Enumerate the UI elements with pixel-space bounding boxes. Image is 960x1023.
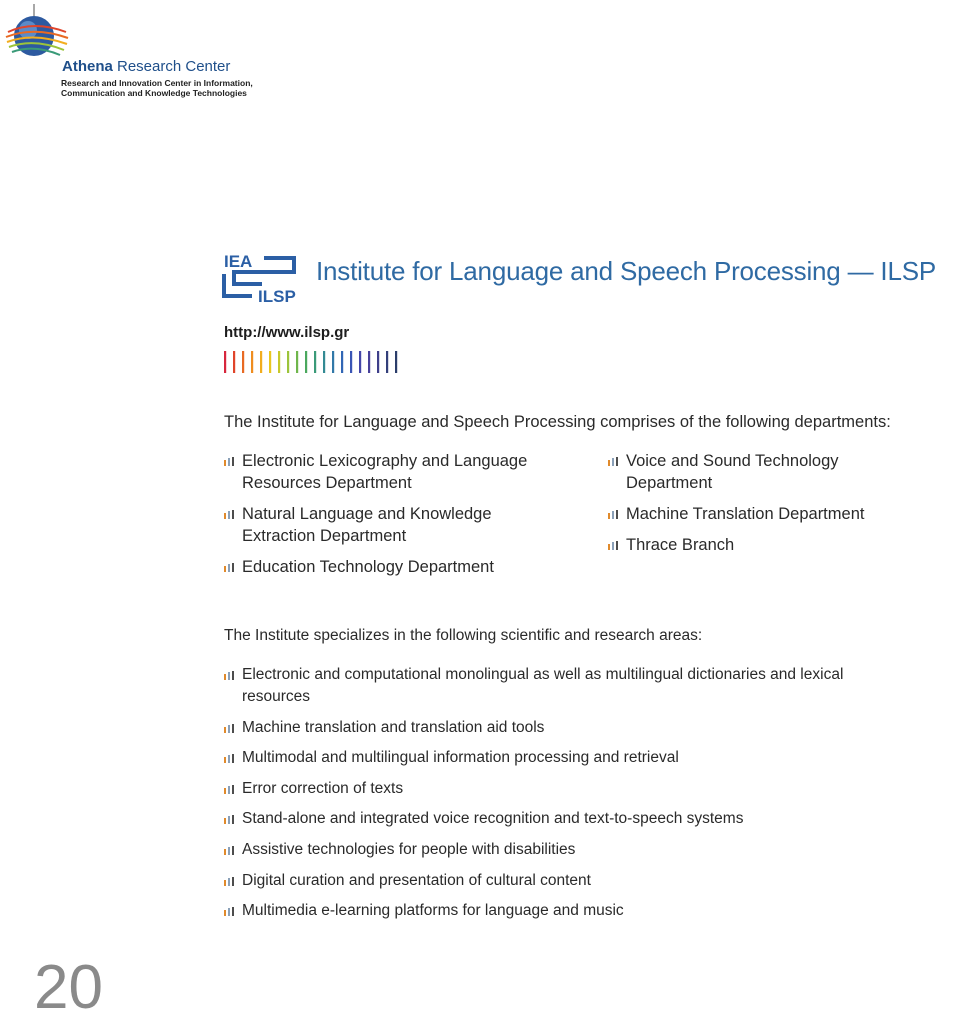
department-item: [608, 503, 948, 525]
research-area-item-text: Machine translation and translation aid tools: [242, 718, 545, 736]
bullet-bars-icon: [224, 754, 236, 763]
color-bar: [332, 351, 334, 373]
color-bar: [296, 351, 298, 373]
department-item: [224, 503, 584, 547]
color-bar: [224, 351, 226, 373]
department-item-text-cont: Extraction Department: [242, 527, 407, 545]
bullet-bars-icon: [224, 724, 236, 733]
research-area-item-text: Assistive technologies for people with disabilities: [242, 840, 576, 858]
bullet-bars-icon: [224, 907, 236, 916]
research-area-item: [224, 839, 960, 861]
color-bar: [278, 351, 280, 373]
department-item-text: Education Technology Department: [242, 558, 494, 576]
research-area-item-text: Stand-alone and integrated voice recognition and text-to-speech systems: [242, 810, 744, 828]
svg-text:IEA: IEA: [224, 252, 253, 271]
departments-intro: The Institute for Language and Speech Processing comprises of the following departments:: [224, 413, 891, 431]
research-area-item: [224, 717, 960, 739]
research-area-item: [224, 778, 960, 800]
research-area-item: [224, 808, 960, 830]
athena-research-center-title: Athena Research Center: [62, 58, 231, 75]
color-bar: [233, 351, 235, 373]
department-item: [608, 450, 948, 494]
bullet-bars-icon: [608, 457, 620, 466]
department-item-text: Electronic Lexicography and Language: [242, 452, 528, 470]
research-area-item-text: Error correction of texts: [242, 779, 404, 797]
athena-subtitle: Research and Innovation Center in Information, Communication and Knowledge Technologies: [61, 78, 253, 98]
research-area-item: [224, 664, 960, 708]
department-item: [224, 450, 584, 494]
ilsp-website-link[interactable]: http://www.ilsp.gr: [224, 324, 350, 341]
bullet-bars-icon: [224, 785, 236, 794]
department-item-text-cont: Department: [626, 474, 713, 492]
bullet-bars-icon: [224, 563, 236, 572]
color-bar: [251, 351, 253, 373]
research-area-item: [224, 747, 960, 769]
bullet-bars-icon: [224, 671, 236, 680]
color-bar: [269, 351, 271, 373]
color-bar: [305, 351, 307, 373]
bullet-bars-icon: [224, 510, 236, 519]
color-bar: [368, 351, 370, 373]
color-bar: [359, 351, 361, 373]
color-bar: [242, 351, 244, 373]
color-bar: [287, 351, 289, 373]
page-number: 20: [34, 953, 103, 1022]
bullet-bars-icon: [224, 457, 236, 466]
color-bar: [395, 351, 397, 373]
svg-text:ILSP: ILSP: [258, 287, 296, 306]
research-area-item-text: Multimedia e-learning platforms for language and music: [242, 902, 624, 920]
bullet-bars-icon: [224, 877, 236, 886]
department-item-text-cont: Resources Department: [242, 474, 412, 492]
color-bar: [377, 351, 379, 373]
department-item-text: Thrace Branch: [626, 536, 735, 554]
bullet-bars-icon: [608, 510, 620, 519]
research-area-item-text: Multimodal and multilingual information processing and retrieval: [242, 749, 679, 767]
color-bar: [314, 351, 316, 373]
bullet-bars-icon: [224, 846, 236, 855]
department-item-text: Voice and Sound Technology: [626, 452, 839, 470]
color-bar: [350, 351, 352, 373]
research-areas-list: [224, 664, 960, 931]
color-bar: [323, 351, 325, 373]
color-bars-decoration: [224, 351, 404, 373]
color-bar: [386, 351, 388, 373]
color-bar: [341, 351, 343, 373]
departments-list-right: [608, 450, 948, 565]
bullet-bars-icon: [608, 541, 620, 550]
research-area-item: [224, 870, 960, 892]
research-area-item-text-cont: resources: [242, 688, 311, 705]
bullet-bars-icon: [224, 815, 236, 824]
department-item-text: Natural Language and Knowledge: [242, 505, 492, 523]
ilsp-title: Institute for Language and Speech Processing — ILSP: [316, 256, 936, 286]
athena-globe-logo: [4, 2, 72, 62]
departments-list-left: [224, 450, 584, 587]
ilsp-logo: [222, 250, 298, 306]
research-area-item-text: Electronic and computational monolingual as well as multilingual dictionaries and lexical: [242, 666, 844, 683]
research-areas-intro: The Institute specializes in the following scientific and research areas:: [224, 627, 703, 644]
department-item-text: Machine Translation Department: [626, 505, 865, 523]
research-area-item-text: Digital curation and presentation of cultural content: [242, 871, 591, 889]
research-area-item: [224, 900, 960, 922]
color-bar: [260, 351, 262, 373]
department-item: [608, 534, 948, 556]
department-item: [224, 556, 584, 578]
